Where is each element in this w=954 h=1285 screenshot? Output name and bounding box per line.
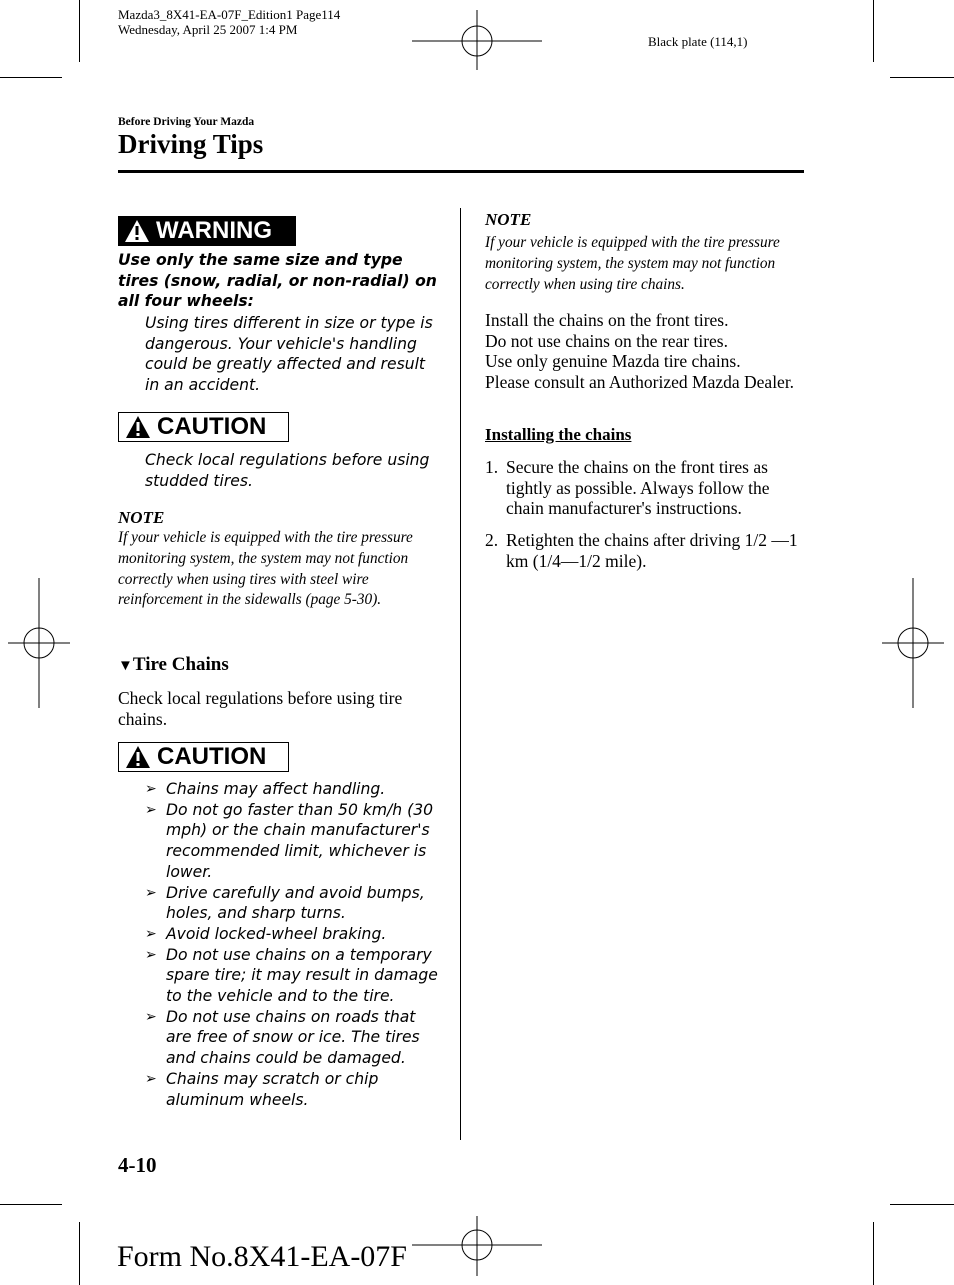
caution-label-box-1 [118,412,289,442]
install-line: Install the chains on the front tires. [485,310,729,330]
warning-text: Using tires different in size or type is dangerous. Your vehicle's handling could be greatly affected and result in an accident. [145,314,433,395]
caution-label-1: CAUTION [157,413,267,440]
registration-mark-right [882,578,944,708]
list-item: ➢ Drive carefully and avoid bumps, holes, and sharp turns. [145,883,425,923]
list-item: ➢ Do not use chains on roads that are free of snow or ice. The tires and chains could be damaged. [145,1007,420,1068]
warning-label-box [118,216,296,246]
bullet-arrow-icon: ➢ [145,781,157,797]
bullet-arrow-icon: ➢ [145,801,157,818]
step-text: Secure the chains on the front tires as tightly as possible. Always follow the chain manufacturer's instructions. [506,457,770,519]
note2-heading: NOTE [485,210,532,229]
caution-icon [125,415,151,439]
list-item: ➢ Do not go faster than 50 km/h (30 mph) or the chain manufacturer's recommended limit, whichever is lower. [145,800,434,881]
caution1-text: Check local regulations before using studded tires. [145,451,430,490]
list-item: ➢ Do not use chains on a temporary spare tire; it may result in damage to the vehicle and to the tire. [145,945,438,1006]
registration-mark-bottom [412,1216,542,1276]
list-item: ➢ Avoid locked-wheel braking. [145,924,387,943]
step-number: 1. [485,457,499,477]
caution-label-2: CAUTION [157,743,267,770]
caution2-list [145,779,443,1110]
warning-lead: Use only the same size and type tires (snow, radial, or non-radial) on all four wheels: [118,251,437,311]
installing-steps [485,457,803,583]
column-divider [460,208,461,1140]
plate-label: Black plate (114,1) [648,34,748,49]
bullet-arrow-icon: ➢ [145,1008,157,1025]
warning-icon [124,219,150,243]
caution-label-box-2 [118,742,289,772]
note2-text: If your vehicle is equipped with the tire pressure monitoring system, the system may not function correctly when using tire chains. [485,234,780,293]
page-number: 4-10 [118,1153,157,1177]
page-title: Driving Tips [118,129,264,159]
form-number: Form No.8X41-EA-07F [117,1240,407,1273]
step-text: Retighten the chains after driving 1/2 ―1 km (1/4―1/2 mile). [506,530,798,571]
install-line: Use only genuine Mazda tire chains. [485,351,741,372]
tire-chains-heading-text: Tire Chains [132,654,229,675]
list-item: ➢ Chains may affect handling. [145,780,386,798]
print-header-line1: Mazda3_8X41-EA-07F_Edition1 Page114 [118,7,341,22]
print-header [118,7,340,37]
list-item [485,457,803,519]
registration-mark-top [412,10,542,70]
warning-label: WARNING [156,217,272,244]
section-label: Before Driving Your Mazda [118,116,255,128]
note1-text: If your vehicle is equipped with the tire pressure monitoring system, the system may not function correctly when using tires with steel wire reinforcement in the sidewalls (page 5-30). [118,529,413,609]
install-line: Do not use chains on the rear tires. [485,330,728,351]
caution-icon [125,745,151,769]
note1-heading: NOTE [118,508,165,527]
section-marker-icon: ▼ [118,658,133,674]
print-header-line2: Wednesday, April 25 2007 1:4 PM [118,22,298,37]
bullet-arrow-icon: ➢ [145,1070,157,1087]
install-line: Please consult an Authorized Mazda Dealer. [485,372,795,393]
bullet-arrow-icon: ➢ [145,946,157,963]
step-number: 2. [485,530,499,551]
registration-mark-left [8,578,70,708]
bullet-arrow-icon: ➢ [145,884,157,901]
tire-chains-text: Check local regulations before using tire chains. [118,688,403,729]
installing-heading: Installing the chains [485,425,632,444]
bullet-arrow-icon: ➢ [145,925,157,942]
list-item: ➢ Chains may scratch or chip aluminum wheels. [145,1069,379,1109]
install-text [485,310,803,393]
list-item [485,530,803,571]
title-rule [118,170,804,173]
tire-chains-heading [118,654,229,676]
